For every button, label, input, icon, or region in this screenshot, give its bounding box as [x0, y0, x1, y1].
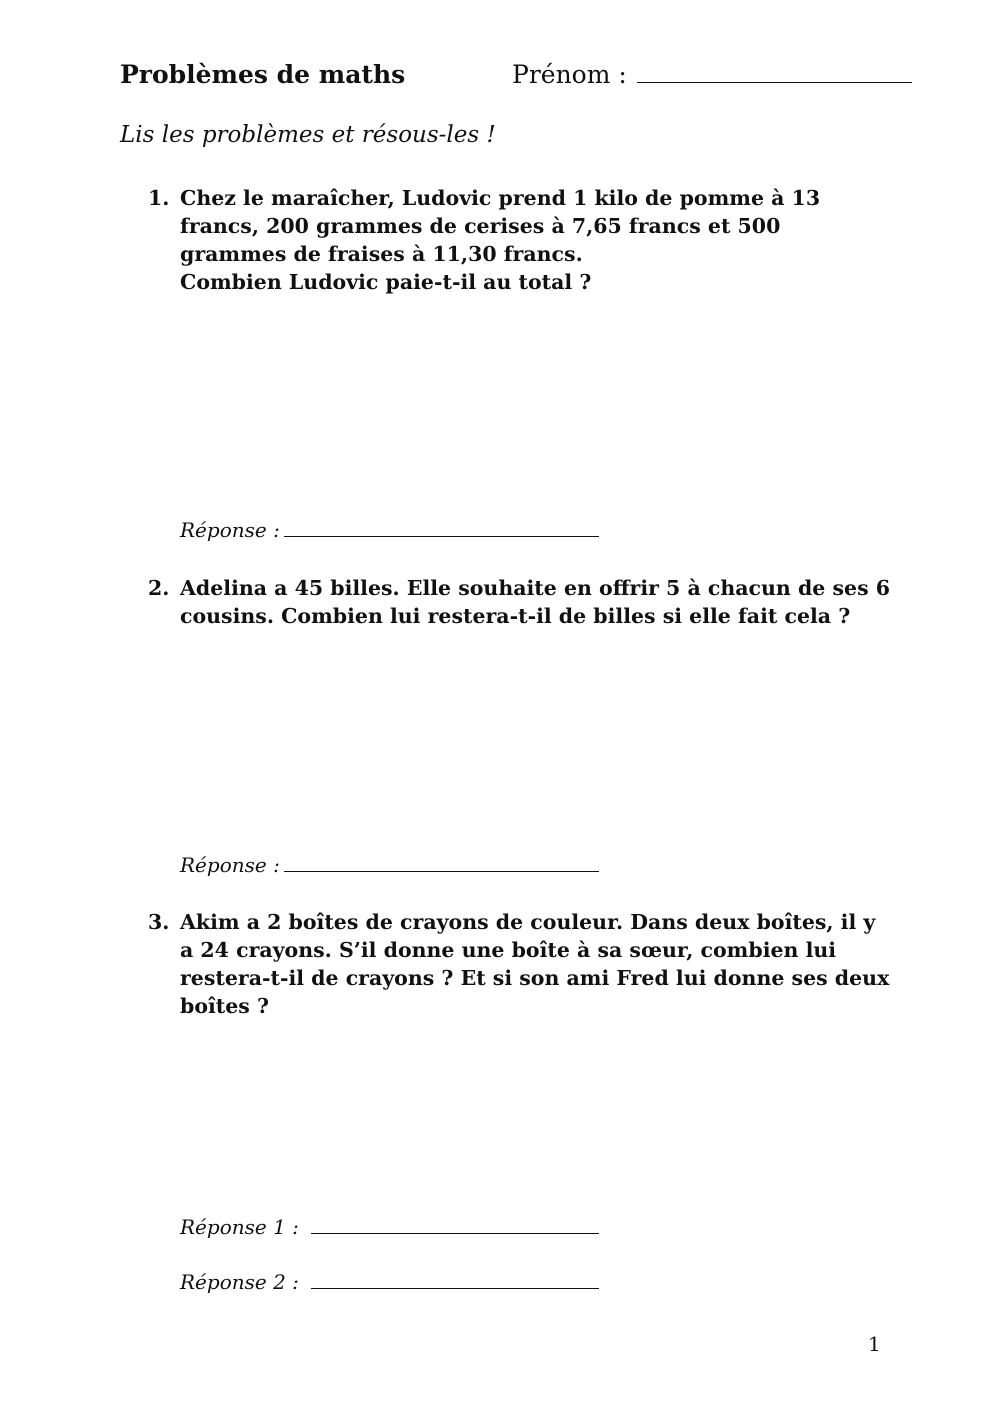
name-blank-line — [637, 60, 912, 83]
page-number: 1 — [868, 1332, 881, 1356]
problem-statement: Akim a 2 boîtes de crayons de couleur. Dans deux boîtes, il y a 24 crayons. S’il donne une boîte à sa sœur, combien lui restera-t-il de crayons ? Et si son ami Fred lui donne ses deux boîtes ? — [180, 910, 890, 1018]
answer-blank-line — [311, 1213, 599, 1234]
problem-1 — [148, 184, 893, 296]
problem-text — [180, 574, 893, 630]
answer-row-3b — [180, 1268, 599, 1294]
problem-3 — [148, 908, 893, 1020]
name-label: Prénom : — [512, 60, 627, 89]
answer-label: Réponse : — [180, 518, 280, 542]
name-field-row — [512, 60, 912, 89]
answer-row-3a — [180, 1213, 599, 1239]
problem-2 — [148, 574, 893, 630]
problem-text — [180, 908, 893, 1020]
problem-number: 3. — [148, 910, 170, 934]
problem-statement: Chez le maraîcher, Ludovic prend 1 kilo de pomme à 13 francs, 200 grammes de cerises à 7,65 francs et 500 grammes de fraises à 11,30 francs. — [180, 186, 821, 266]
page-title: Problèmes de maths — [120, 60, 406, 89]
answer-blank-line — [284, 516, 599, 537]
problem-number: 2. — [148, 576, 170, 600]
answer-row-1 — [180, 516, 599, 542]
problem-text — [180, 184, 893, 296]
answer-label: Réponse : — [180, 853, 280, 877]
problem-question: Combien Ludovic paie-t-il au total ? — [180, 270, 592, 294]
instructions: Lis les problèmes et résous-les ! — [120, 122, 496, 148]
answer-blank-line — [284, 851, 599, 872]
problem-statement: Adelina a 45 billes. Elle souhaite en offrir 5 à chacun de ses 6 cousins. Combien lui restera-t-il de billes si elle fait cela ? — [180, 576, 891, 628]
answer-blank-line — [311, 1268, 599, 1289]
answer-label: Réponse 1 : — [180, 1215, 299, 1239]
problem-number: 1. — [148, 186, 170, 210]
answer-label: Réponse 2 : — [180, 1270, 299, 1294]
answer-row-2 — [180, 851, 599, 877]
